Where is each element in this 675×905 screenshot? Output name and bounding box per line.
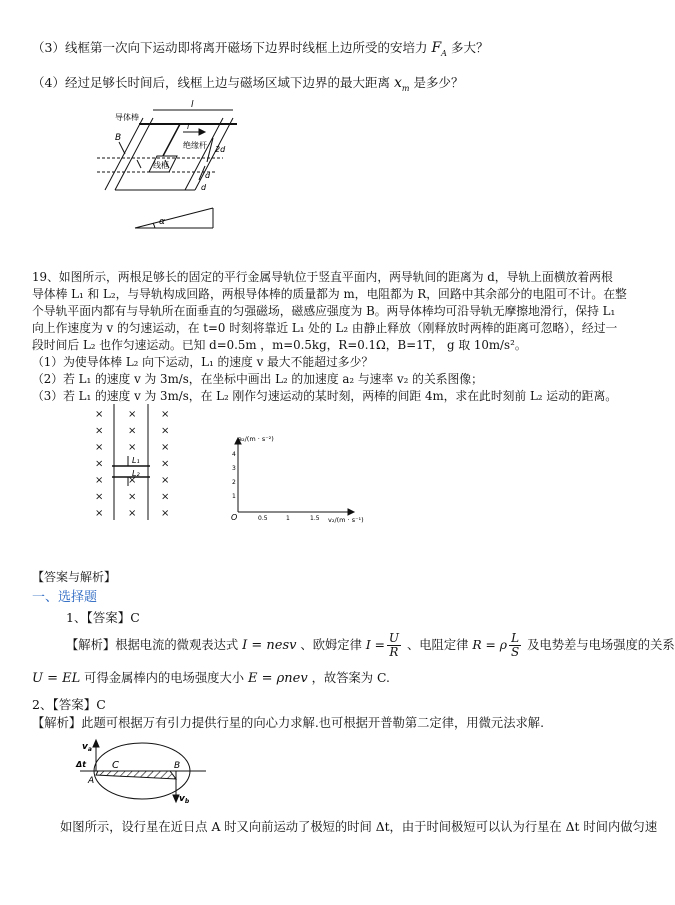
q18-sub4-end: 是多少？: [413, 75, 464, 90]
q18-sub4: [32, 73, 463, 93]
kepler-ellipse-figure: [76, 735, 216, 807]
incline-base: [135, 208, 213, 228]
q19-line-1: 19、如图所示，两根足够长的固定的平行金属导轨位于竖直平面内，两导轨间的距离为 d，导轨上面横放着两根: [32, 270, 613, 284]
q18-sub3-text: （3）线框第一次向下运动即将离开磁场下边界时线框上边所受的安培力: [32, 40, 428, 55]
field-cross: ×: [161, 409, 170, 420]
label-d-1: d: [205, 171, 211, 180]
q18-sub4-symbol-main: x: [393, 75, 402, 91]
eq-resistance-fraction: [509, 632, 521, 659]
label-vb-sub: b: [184, 798, 190, 805]
q18-sub4-text: （4）经过足够长时间后，线框上边与磁场区域下边界的最大距离: [32, 75, 390, 90]
q19-sub1: （1）为使导体棒 L₂ 向下运动，L₁ 的速度 v 最大不能超过多少？: [32, 355, 374, 369]
field-cross: ×: [161, 508, 170, 519]
answer2-heading: 2、【答案】C: [32, 697, 106, 712]
eq-resistance-lhs: R = ρ: [472, 638, 507, 652]
graph-xtick-15: 1.5: [310, 515, 320, 522]
label-C: C: [112, 760, 119, 771]
eq-ohm-lhs: I =: [365, 638, 385, 652]
left-rail-inner: [115, 118, 153, 190]
q18-sub3: [32, 38, 488, 58]
label-l: l: [191, 100, 194, 110]
label-2d: 2d: [215, 145, 226, 154]
field-arrow-2: [137, 160, 141, 168]
label-conductor-rod: 导体棒: [115, 113, 139, 122]
field-cross: ×: [128, 409, 137, 420]
q18-sub3-symbol: [431, 40, 447, 56]
label-dt: Δt: [76, 760, 87, 769]
answers-section-heading: 一、选择题: [32, 590, 98, 605]
eq-ohm-fraction: [387, 632, 401, 659]
q19-line-5: 段时间后 L₂ 也作匀速运动。已知 d=0.5m ，m=0.5kg，R=0.1Ω，B=1T， g 取 10m/s²。: [32, 338, 527, 352]
eq-potential: U = EL: [32, 671, 81, 686]
graph-ytick-3: 3: [232, 465, 236, 472]
label-va-main: v: [82, 742, 88, 752]
field-cross: ×: [128, 491, 137, 503]
field-cross: ×: [161, 491, 170, 503]
answer1-line1-b: 、欧姆定律: [300, 638, 362, 652]
field-cross: ×: [161, 442, 170, 453]
q19-sub3: （3）若 L₁ 的速度 v 为 3m/s，在 L₂ 刚作匀速运动的某时刻，两棒的间距 4m，求在此时刻前 L₂ 运动的距离。: [32, 389, 618, 403]
q18-sub3-end: 多大？: [450, 40, 489, 55]
answer2-line1: 【解析】此题可根据万有引力提供行星的向心力求解.也可根据开普勒第二定律，用微元法求解.: [32, 716, 544, 730]
label-B: B: [115, 133, 122, 143]
x-axis-arrow: [348, 509, 354, 515]
field-cross: ×: [161, 425, 170, 437]
label-B-point: B: [174, 761, 181, 771]
answer1-line1-c: 、电阻定律: [406, 638, 469, 652]
label-L2: L₂: [132, 469, 140, 478]
field-arrow-1: [119, 142, 125, 154]
answer1-heading: 1、【答案】C: [66, 610, 140, 625]
label-alpha: α: [159, 217, 165, 227]
q18-sub3-symbol-sub: A: [441, 48, 447, 58]
eq-resistance-den: S: [510, 645, 520, 659]
graph-x-label: v₂/(m · s⁻¹): [328, 516, 364, 524]
va-arrowhead: [93, 740, 99, 747]
label-insulator: 绝缘杆: [183, 141, 207, 150]
graph-ytick-4: 4: [232, 451, 236, 458]
q19-line-4: 向上作速度为 v 的匀速运动，在 t=0 时刻将靠近 L₁ 处的 L₂ 由静止释放（刚释放时两棒的距离可忽略），经过一: [32, 321, 618, 335]
left-rail-outer: [105, 118, 143, 190]
q18-sub4-symbol: [394, 75, 410, 91]
label-vb: [179, 794, 190, 805]
answer1-line2: [32, 668, 390, 686]
label-i: i: [187, 122, 190, 131]
answer2-last-line: 如图所示，设行星在近日点 A 时又向前运动了极短的时间 Δt，由于时间极短可以认为行星在 Δt 时间内做匀速: [60, 820, 658, 834]
q19-empty-graph: [228, 432, 364, 527]
right-rail-inner: [185, 118, 223, 190]
label-va-sub: a: [87, 746, 92, 753]
hatched-area: [96, 771, 176, 779]
q19-rails-figure: [88, 404, 188, 520]
right-rail-outer: [195, 118, 233, 190]
field-cross: ×: [128, 475, 137, 486]
eq-current: I = nesv: [242, 638, 297, 653]
field-cross: ×: [95, 458, 104, 470]
field-cross: ×: [95, 409, 104, 420]
field-cross: ×: [128, 508, 137, 519]
graph-ytick-1: 1: [232, 493, 236, 500]
label-A: A: [88, 776, 95, 786]
field-cross: ×: [128, 442, 137, 453]
answer1-line1-d: 及电势差与电场强度的关系: [527, 638, 675, 652]
q19-sub2: （2）若 L₁ 的速度 v 为 3m/s，在坐标中画出 L₂ 的加速度 a₂ 与速率 v₂ 的关系图像；: [32, 372, 483, 386]
graph-y-label: a₂/(m · s⁻²): [238, 435, 274, 443]
field-cross: ×: [95, 508, 104, 519]
label-vb-main: v: [179, 794, 185, 804]
q18-sub4-symbol-sub: m: [401, 83, 410, 93]
eq-ohm-den: R: [389, 645, 399, 659]
answer1-line2-b: ，故答案为 C.: [311, 671, 390, 685]
graph-ytick-2: 2: [232, 479, 236, 486]
current-arrowhead: [199, 129, 205, 135]
field-cross: ×: [95, 442, 104, 453]
eq-field: E = ρnev: [247, 671, 308, 686]
field-cross: ×: [128, 425, 137, 437]
graph-xtick-05: 0.5: [258, 515, 268, 522]
label-va: [82, 742, 92, 753]
answer1-line1-a: 【解析】根据电流的微观表达式: [66, 638, 239, 652]
label-L1: L₁: [132, 456, 140, 465]
answer1-line2-a: 可得金属棒内的电场强度大小: [84, 671, 245, 685]
field-cross: ×: [95, 475, 104, 486]
answers-title: 【答案与解析】: [32, 570, 117, 584]
q18-sub3-symbol-main: F: [431, 40, 442, 56]
answer1-line1: [66, 632, 675, 659]
field-cross: ×: [161, 475, 170, 486]
insulating-rod: [163, 124, 180, 156]
field-cross: ×: [95, 491, 104, 503]
label-d-2: d: [201, 183, 207, 192]
field-cross: ×: [161, 458, 170, 470]
graph-origin: O: [231, 513, 238, 522]
q18-incline-figure: [95, 98, 275, 238]
q19-line-3: 个导轨平面内都有与导轨所在面垂直的匀强磁场，磁感应强度为 B。两导体棒均可沿导轨无摩擦地滑行，保持 L₁: [32, 304, 616, 318]
eq-ohm-num: U: [388, 631, 400, 645]
label-coil: 线框: [153, 161, 169, 170]
q19-line-2: 导体棒 L₁ 和 L₂，与导轨构成回路，两根导体棒的质量都为 m，电阻都为 R，回路中其余部分的电阻可不计。在整: [32, 287, 627, 301]
eq-resistance-num: L: [509, 632, 521, 646]
graph-xtick-1: 1: [286, 515, 290, 522]
field-cross: ×: [95, 425, 104, 437]
angle-arc: [153, 223, 155, 228]
